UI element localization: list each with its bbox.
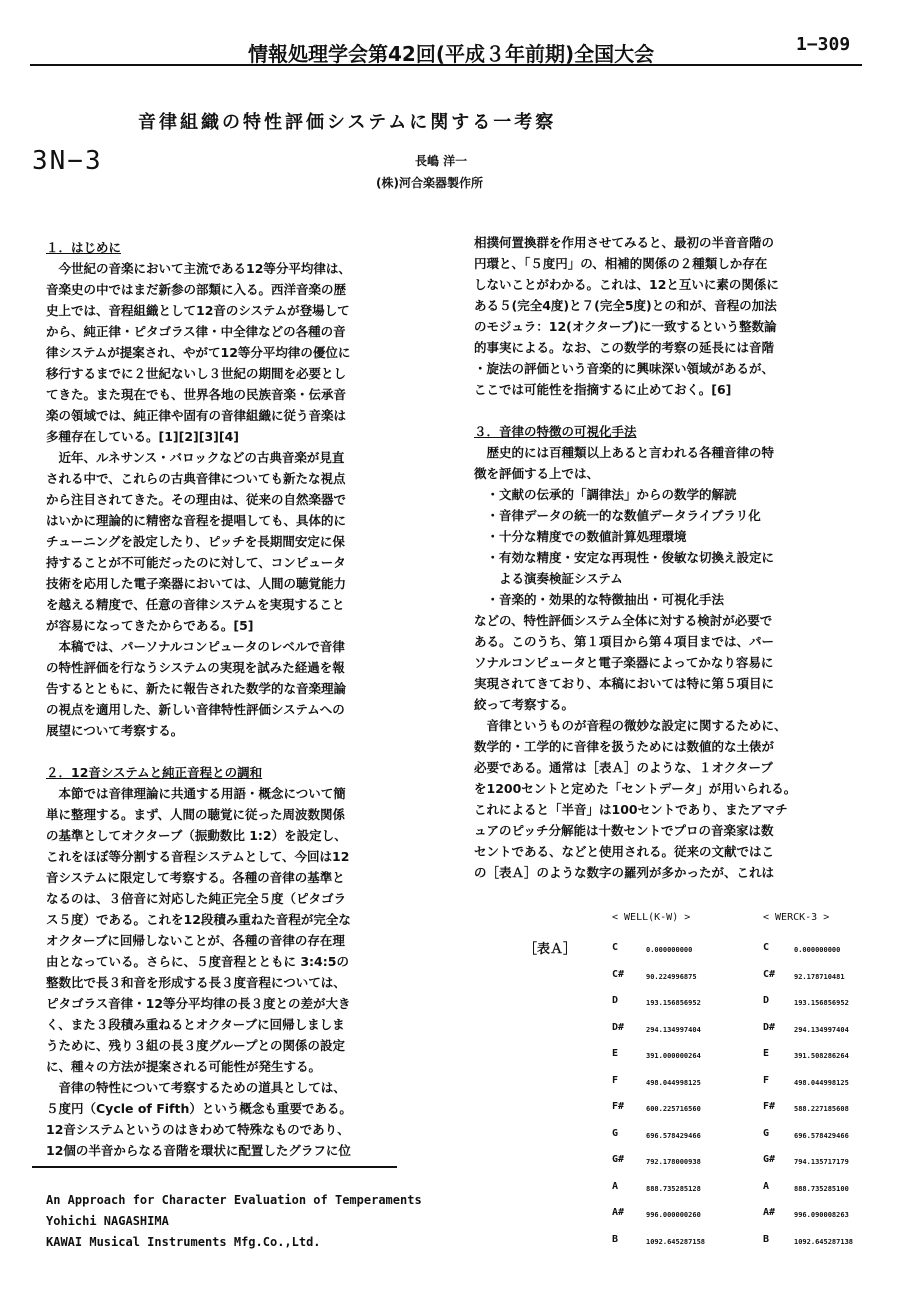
cents-value-left: 0.000000000 [646, 946, 693, 954]
page-number: 1−309 [796, 34, 851, 55]
english-footnote [46, 1190, 422, 1253]
text-line: 本稿では、パーソナルコンピュータのレベルで音律 [46, 639, 345, 654]
note-name-right: A [763, 1180, 770, 1192]
text-line: の特性評価を行なうシステムの実現を試みた経過を報 [46, 660, 345, 675]
text-line: 的事実による。なお、この数学的考察の延長には音階 [474, 340, 775, 355]
text-line: ピタゴラス音律・12等分平均律の長３度との差が大き [46, 996, 351, 1011]
text-line: 展望について考察する。 [46, 723, 184, 738]
note-name-left: A [612, 1180, 619, 1192]
text-line: てきた。また現在でも、世界各地の民族音楽・伝承音 [46, 387, 347, 402]
text-line: これをほぼ等分割する音程システムとして、今回は12 [46, 849, 350, 864]
text-line: 楽の領域では、純正律や固有の音律組織に従う音楽は [46, 408, 347, 423]
note-name-left: F [612, 1074, 619, 1086]
cents-value-left: 294.134997404 [646, 1025, 701, 1034]
cents-value-right: 794.135717179 [794, 1158, 849, 1166]
text-line: 音律というものが音程の微妙な設定に関するために、 [474, 718, 787, 733]
text-line: される中で、これらの古典音律についても新たな視点 [46, 471, 346, 486]
text-line: 持することが不可能だったのに対して、コンピュータ [46, 555, 346, 570]
text-line: ・文献の伝承的「調律法」からの数学的解読 [474, 487, 737, 502]
cents-value-left: 193.156856952 [646, 999, 701, 1007]
table-label: ［表Ａ］ [524, 942, 577, 957]
cents-value-left: 600.225716560 [646, 1105, 701, 1113]
note-name-left: A# [612, 1207, 625, 1218]
author-affiliation: (株)河合楽器製作所 [376, 176, 483, 190]
text-line: よる演奏検証システム [474, 571, 623, 586]
text-line: 律システムが提案され、やがて12等分平均律の優位に [46, 345, 351, 360]
note-name-right: D# [763, 1021, 776, 1033]
text-line: を1200セントと定めた「セントデータ」が用いられる。 [474, 781, 797, 796]
text-line: 音律の特性について考察するための道具としては、 [46, 1080, 346, 1095]
cents-value-left: 792.178000938 [646, 1158, 701, 1166]
text-line: 技術を応用した電子楽器においては、人間の聴覚能力 [46, 576, 347, 591]
cents-value-right: 498.044998125 [794, 1078, 849, 1087]
text-line: 今世紀の音楽において主流である12等分平均律は、 [46, 261, 351, 276]
text-line: を越える精度で、任意の音律システムを実現すること [46, 597, 345, 612]
text-line: 歴史的には百種類以上あると言われる各種音律の特 [474, 445, 775, 460]
text-line: ここでは可能性を指摘するに止めておく。[6] [474, 382, 732, 397]
text-line: 円環と、「５度円」の、相補的関係の２種類しか存在 [474, 256, 768, 271]
english-author: Yohichi NAGASHIMA [46, 1214, 169, 1228]
english-affiliation: KAWAI Musical Instruments Mfg.Co.,Ltd. [46, 1235, 321, 1249]
text-line: 数学的・工学的に音律を扱うためには数値的な土俵が [474, 739, 775, 754]
text-line: はいかに理論的に精密な音程を提唱しても、具体的に [46, 513, 347, 528]
paper-title: 音律組織の特性評価システムに関する一考察 [138, 112, 557, 133]
cents-value-left: 498.044998125 [646, 1078, 701, 1087]
note-name-left: B [612, 1233, 619, 1245]
text-line: これによると「半音」は100セントであり、またアマチ [474, 802, 788, 817]
cents-value-left: 996.000000260 [646, 1211, 701, 1219]
text-line: 告するとともに、新たに報告された数学的な音楽理論 [46, 681, 347, 696]
header-rule [30, 64, 862, 66]
text-line: ・音楽的・効果的な特徴抽出・可視化手法 [474, 592, 725, 607]
english-title: An Approach for Character Evaluation of Temperaments [46, 1193, 422, 1207]
text-line: 単に整理する。まず、人間の聴覚に従った周波数関係 [46, 807, 346, 822]
text-line: 12音システムというのはきわめて特殊なものであり、 [46, 1122, 350, 1137]
cents-value-right: 0.000000000 [794, 946, 841, 954]
text-line: 相撲何置換群を作用させてみると、最初の半音音階の [474, 235, 775, 250]
text-line: 音システムに限定して考察する。各種の音律の基準と [46, 870, 345, 885]
text-line: うために、残り３組の長３度グループとの関係の設定 [46, 1038, 346, 1053]
cents-value-right: 1092.645287138 [794, 1237, 854, 1246]
cents-value-right: 696.578429466 [794, 1131, 849, 1140]
note-name-right: B [763, 1233, 770, 1245]
author-name: 長嶋 洋一 [415, 154, 468, 168]
text-line: から、純正律・ピタゴラス律・中全律などの各種の音 [46, 324, 346, 339]
cents-value-right: 92.178710481 [794, 972, 845, 981]
note-name-right: G# [763, 1154, 776, 1165]
cents-value-right: 996.090008263 [794, 1211, 849, 1219]
cents-value-left: 391.000000264 [646, 1052, 701, 1060]
text-line: しないことがわかる。これは、12と互いに素の関係に [474, 277, 779, 292]
text-line: なるのは、３倍音に対応した純正完全５度（ピタゴラ [46, 891, 347, 906]
text-line: オクターブに回帰しないことが、各種の音律の存在理 [46, 933, 345, 948]
text-line: から注目されてきた。その理由は、従来の自然楽器で [46, 492, 347, 507]
cents-value-right: 391.508286264 [794, 1052, 849, 1060]
text-line: ・旋法の評価という音楽的に興味深い領域があるが、 [474, 361, 775, 376]
text-line: ・有効な精度・安定な再現性・俊敏な切換え設定に [474, 550, 775, 565]
table-header-right: < WERCK-3 > [763, 912, 830, 923]
footnote-rule [32, 1166, 397, 1168]
text-line: 実現されてきており、本稿においては特に第５項目に [474, 676, 775, 691]
text-line: などの、特性評価システム全体に対する検討が必要で [474, 613, 773, 628]
note-name-right: F [763, 1074, 770, 1086]
note-name-right: D [763, 995, 770, 1006]
text-line: ５度円（Cycle of Fifth）という概念も重要である。 [46, 1101, 352, 1116]
text-line: ・十分な精度での数値計算処理環境 [474, 529, 687, 544]
note-name-left: D# [612, 1021, 625, 1033]
note-name-left: G [612, 1127, 619, 1139]
section-heading: ２．12音システムと純正音程との調和 [46, 765, 263, 780]
text-line: ソナルコンピュータと電子楽器によってかなり容易に [474, 655, 774, 670]
text-line: 由となっている。さらに、５度音程とともに 3:4:5の [46, 954, 349, 969]
text-line: 整数比で長３和音を形成する長３度音程については、 [46, 975, 346, 990]
text-line: の［表Ａ］のような数字の羅列が多かったが、これは [474, 865, 775, 880]
cents-value-left: 696.578429466 [646, 1131, 701, 1140]
right-column [474, 232, 864, 883]
text-line: のモジュラ：12(オクターブ)に一致するという整数論 [474, 319, 777, 334]
note-name-left: F# [612, 1101, 625, 1112]
text-line: 近年、ルネサンス・バロックなどの古典音楽が見直 [46, 450, 345, 465]
note-name-right: C [763, 942, 770, 953]
text-line: の視点を適用した、新しい音律特性評価システムへの [46, 702, 345, 717]
text-line: 多種存在している。[1][2][3][4] [46, 429, 239, 444]
text-line: 移行するまでに２世紀ないし３世紀の期間を必要とし [46, 366, 347, 381]
text-line: ュアのピッチ分解能は十数セントでプロの音楽家は数 [474, 823, 774, 838]
note-name-left: C# [612, 968, 625, 980]
cents-value-right: 588.227185608 [794, 1105, 849, 1113]
text-line: が容易になってきたからである。[5] [46, 618, 254, 633]
text-line: 音楽史の中ではまだ新参の部類に入る。西洋音楽の歴 [46, 282, 347, 297]
text-line: 必要である。通常は［表Ａ］のような、１オクターブ [474, 760, 773, 775]
text-line: 徴を評価する上では、 [474, 466, 600, 481]
text-line: ある。このうち、第１項目から第４項目までは、パー [474, 634, 775, 649]
text-line: ・音律データの統一的な数値データライブラリ化 [474, 508, 761, 523]
text-line: の基準としてオクターブ（振動数比 1:2）を設定し、 [46, 828, 347, 843]
cents-value-left: 90.224996875 [646, 972, 697, 981]
paper-id: 3N−3 [32, 146, 103, 176]
note-name-left: D [612, 995, 619, 1006]
cents-value-right: 294.134997404 [794, 1025, 849, 1034]
text-line: 史上では、音程組織として12音のシステムが登場して [46, 303, 350, 318]
left-column [46, 237, 434, 1161]
cents-value-right: 888.735285100 [794, 1184, 849, 1193]
cents-value-right: 193.156856952 [794, 999, 849, 1007]
paragraph-gap [474, 400, 864, 421]
note-name-left: G# [612, 1154, 625, 1165]
text-line: に、種々の方法が提案される可能性が発生する。 [46, 1059, 322, 1074]
text-line: チューニングを設定したり、ピッチを長期間安定に保 [46, 534, 345, 549]
note-name-right: C# [763, 968, 776, 980]
note-name-right: G [763, 1127, 770, 1139]
text-line: ある５(完全4度)と７(完全5度)との和が、音程の加法 [474, 298, 777, 313]
table-header-left: < WELL(K-W) > [612, 912, 691, 923]
note-name-right: E [763, 1048, 770, 1059]
note-name-right: F# [763, 1101, 776, 1112]
conference-header: 情報処理学会第42回(平成３年前期)全国大会 [248, 42, 655, 66]
note-name-left: C [612, 942, 619, 953]
section-heading: ３．音律の特徴の可視化手法 [474, 424, 637, 439]
text-line: く、また３段積み重ねるとオクターブに回帰しましま [46, 1017, 345, 1032]
text-line: セントである、などと使用される。従来の文献ではこ [474, 844, 775, 859]
section-heading: １．はじめに [46, 240, 122, 255]
text-line: 絞って考察する。 [474, 697, 575, 712]
paragraph-gap [46, 741, 434, 762]
note-name-right: A# [763, 1207, 776, 1218]
cents-value-left: 888.735285128 [646, 1184, 701, 1193]
text-line: 12個の半音からなる音階を環状に配置したグラフに位 [46, 1143, 351, 1158]
text-line: ス５度）である。これを12段積み重ねた音程が完全な [46, 912, 351, 927]
cents-value-left: 1092.645287158 [646, 1237, 706, 1246]
text-line: 本節では音律理論に共通する用語・概念について簡 [46, 786, 346, 801]
note-name-left: E [612, 1048, 619, 1059]
